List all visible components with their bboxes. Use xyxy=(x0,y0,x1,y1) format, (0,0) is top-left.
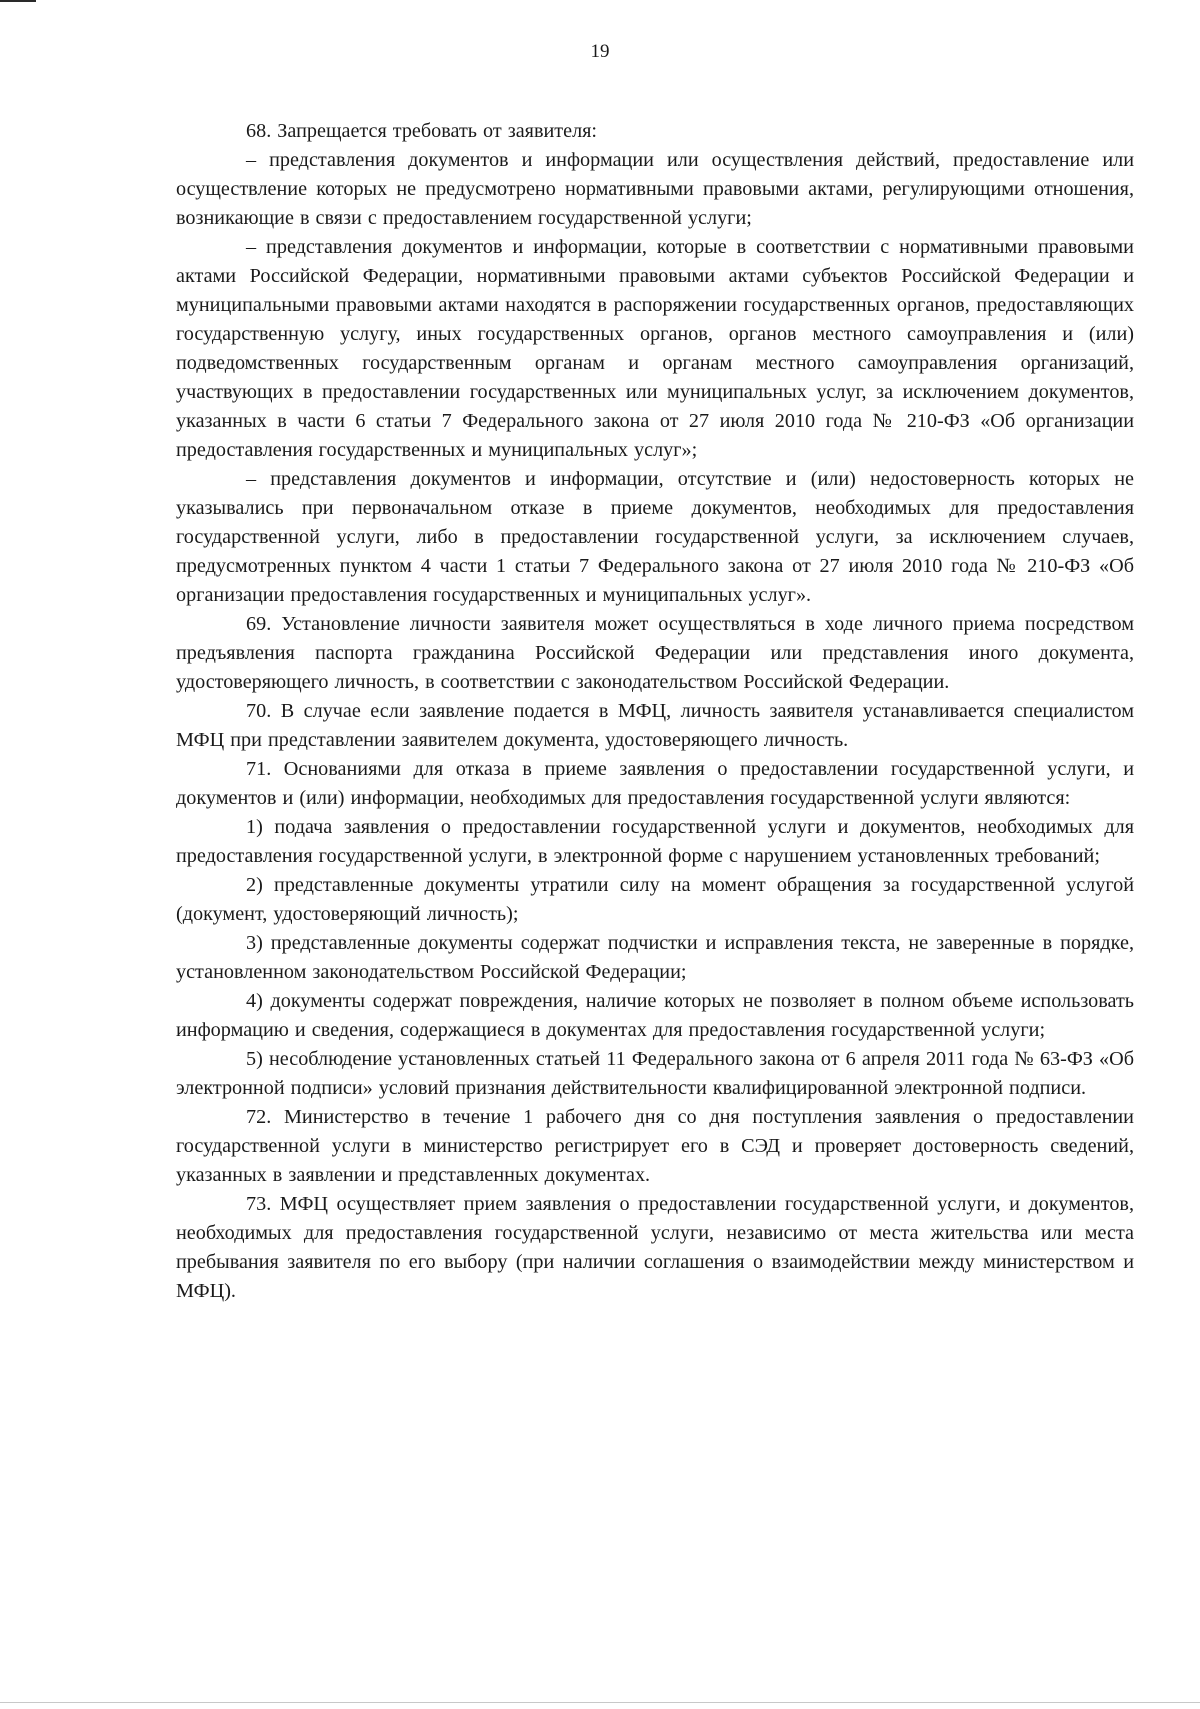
paragraph-71-item-2: 2) представленные документы утратили силу на момент обращения за государственной услугой (документ, удостоверяющий личность); xyxy=(176,874,1134,925)
paragraph-68-item-3: – представления документов и информации, отсутствие и (или) недостоверность которых не указывались при первоначальном отказе в приеме документов, необходимых для предоставления государственной услуги, либо в предоставлении государственной услуги, за исключением случаев, предусмотренных пунктом 4 части 1 статьи 7 Федерального закона от 27 июля 2010 года № 210-ФЗ «Об организации предоставления государственных и муниципальных услуг». xyxy=(176,468,1134,606)
paragraph-68-item-1: – представления документов и информации или осуществления действий, предоставление или осуществление которых не предусмотрено нормативными правовыми актами, регулирующими отношения, возникающие в связи с предоставлением государственной услуги; xyxy=(176,149,1134,229)
paragraph-71: 71. Основаниями для отказа в приеме заявления о предоставлении государственной услуги, и документов и (или) информации, необходимых для предоставления государственной услуги являются: xyxy=(176,758,1134,809)
scan-bottom-line xyxy=(0,1702,1200,1703)
paragraph-68-item-2: – представления документов и информации, которые в соответствии с нормативными правовыми актами Российской Федерации, нормативными правовыми актами субъектов Российской Федерации и муниципальными правовыми актами находятся в распоряжении государственных органов, предоставляющих государственную услугу, иных государственных органов, органов местного самоуправления и (или) подведомственных государственным органам и органам местного самоуправления организаций, участвующих в предоставлении государственных или муниципальных услуг, за исключением документов, указанных в части 6 статьи 7 Федерального закона от 27 июля 2010 года № 210-ФЗ «Об организации предоставления государственных и муниципальных услуг»; xyxy=(176,236,1134,461)
paragraph-68: 68. Запрещается требовать от заявителя: xyxy=(246,120,598,142)
paragraph-71-item-5: 5) несоблюдение установленных статьей 11 Федерального закона от 6 апреля 2011 года № 63-ФЗ «Об электронной подписи» условий признания действительности квалифицированной электронной подписи. xyxy=(176,1048,1134,1099)
paragraph-71-item-4: 4) документы содержат повреждения, наличие которых не позволяет в полном объеме использовать информацию и сведения, содержащиеся в документах для предоставления государственной услуги; xyxy=(176,990,1134,1041)
paragraph-72: 72. Министерство в течение 1 рабочего дня со дня поступления заявления о предоставлении государственной услуги в министерство регистрирует его в СЭД и проверяет достоверность сведений, указанных в заявлении и представленных документах. xyxy=(176,1106,1134,1186)
paragraph-69: 69. Установление личности заявителя может осуществляться в ходе личного приема посредством предъявления паспорта гражданина Российской Федерации или представления иного документа, удостоверяющего личность, в соответствии с законодательством Российской Федерации. xyxy=(176,613,1134,693)
document-body xyxy=(176,117,1134,1306)
scan-edge-mark xyxy=(0,0,36,2)
paragraph-70: 70. В случае если заявление подается в МФЦ, личность заявителя устанавливается специалистом МФЦ при представлении заявителем документа, удостоверяющего личность. xyxy=(176,700,1134,751)
paragraph-73: 73. МФЦ осуществляет прием заявления о предоставлении государственной услуги, и документов, необходимых для предоставления государственной услуги, независимо от места жительства или места пребывания заявителя по его выбору (при наличии соглашения о взаимодействии между министерством и МФЦ). xyxy=(176,1193,1134,1302)
paragraph-71-item-3: 3) представленные документы содержат подчистки и исправления текста, не заверенные в порядке, установленном законодательством Российской Федерации; xyxy=(176,932,1134,983)
page-number: 19 xyxy=(590,41,610,62)
paragraph-71-item-1: 1) подача заявления о предоставлении государственной услуги и документов, необходимых для предоставления государственной услуги, в электронной форме с нарушением установленных требований; xyxy=(176,816,1134,867)
